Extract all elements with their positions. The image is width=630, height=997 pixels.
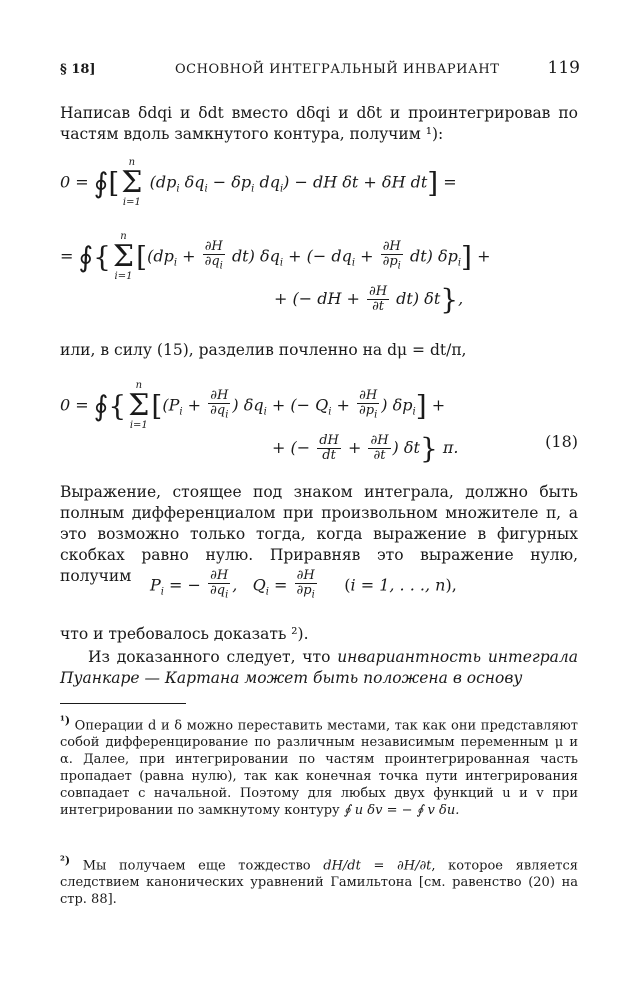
equation-number: (18): [545, 432, 578, 451]
footnote-1-formula: ∮ u δv = − ∮ v δu.: [343, 803, 460, 819]
equation-line-3: + (− dH + $\frac{\partial H}{\partial t}$ dt) δt},: [274, 283, 464, 316]
intro-text: Написав δdqi и δdt вместо dδqi и dδt и проинтегрировав по частям вдоль замкнутого контура, получим ¹):: [60, 104, 578, 143]
transition-text: или, в силу (15), разделив почленно на dμ = dt/π,: [60, 341, 467, 359]
closing-italic-text: инвариантность интеграла Пуанкаре — Картана может быть положена в основу: [60, 648, 578, 687]
footnote-2: [60, 852, 578, 908]
footnote-1-mark: ¹): [60, 714, 71, 727]
equation-line-2: = ∮{ n Σ i=1 [($dp_i$ + $\frac{\partial H}{\partial q_i}$ dt) $\delta q_i$ + (− $dq_i$ + $\frac{\partial H}{\partial p_i}$ dt) $\delta p_i$] +: [60, 231, 491, 282]
footnote-2-text-before: Мы получаем еще тождество: [82, 858, 311, 874]
running-header: [60, 58, 580, 82]
closing-plain-text: Из доказанного следует, что: [88, 648, 338, 666]
equation-line-1: 0 = ∮[ n Σ i=1 ($dp_i$ $\delta q_i - \delta p_i$ $dq_i$) − dH δt + δH dt] =: [60, 157, 457, 208]
result-equation: $P_i$ = − $\frac{\partial H}{\partial q_i}$ , $Q_i$ = $\frac{\partial H}{\partial p_i}$ (i = 1, . . ., n),: [150, 568, 457, 601]
footnote-2-text-after: , которое является следствием канонических уравнений Гамильтона [см. равенство (20) на стр. 88].: [60, 858, 578, 908]
section-marker: § 18]: [60, 62, 96, 77]
footnote-1-text: Операции d и δ можно переставить местами, так как они представляют собой дифференцирование по различным независимым переменным μ и α. Далее, при интегрировании по частям проинтегрированная часть пропадает (равна нулю), так как конечная точка пути интегрирования совпадает с начальной. Поэтому для любых двух функций u и v при интегрировании по замкнутому контуру: [60, 718, 578, 819]
footnote-2-mark: ²): [60, 854, 71, 867]
page-number: 119: [547, 58, 580, 78]
footnote-divider: [60, 703, 186, 704]
footnote-1: [60, 712, 578, 819]
equation-18-line-2: + (− $\frac{dH}{dt}$ + $\frac{\partial H}{\partial t}$ ) δt} π.: [272, 432, 459, 465]
footnote-2-formula: dH/dt = ∂H/∂t: [323, 858, 432, 874]
closing-paragraph: [60, 647, 578, 689]
chapter-title: ОСНОВНОЙ ИНТЕГРАЛЬНЫЙ ИНВАРИАНТ: [175, 62, 500, 77]
equation-18-line-1: 0 = ∮{ n Σ i=1 [($P_i$ + $\frac{\partial H}{\partial q_i}$ ) $\delta q_i$ + (− $Q_i$ + $\frac{\partial H}{\partial p_i}$ ) $\delta p_i$] +: [60, 380, 446, 431]
main-paragraph: Выражение, стоящее под знаком интеграла, должно быть полным дифференциалом при произвольном множителе π, а это возможно только тогда, когда выражение в фигурных скобках равно нулю. Приравняв это выражение нулю, получим: [60, 483, 578, 585]
conclusion-text: что и требовалось доказать ²).: [60, 625, 309, 643]
